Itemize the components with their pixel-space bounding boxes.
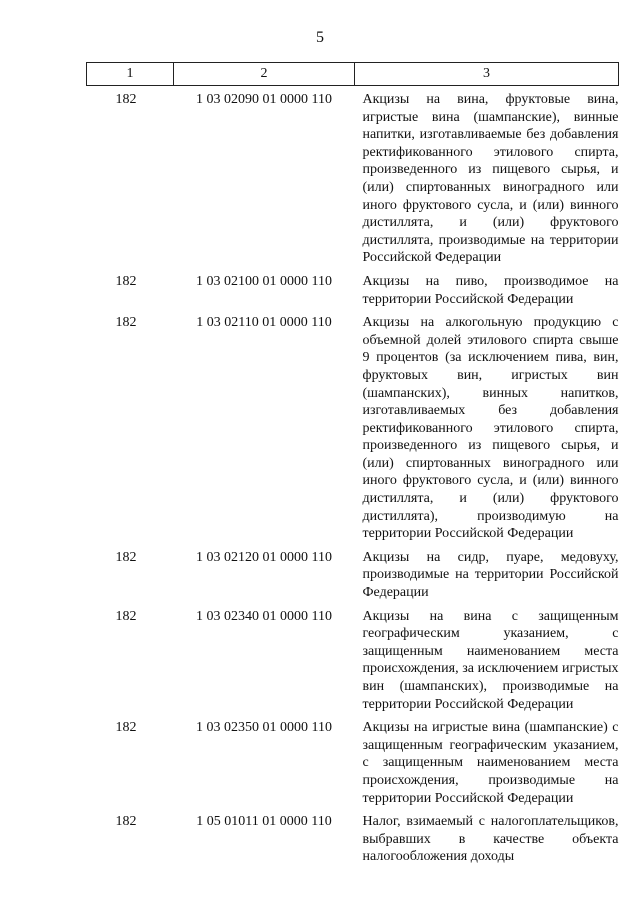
admin-code-cell: 182 bbox=[115, 273, 137, 289]
admin-code-cell: 182 bbox=[115, 92, 137, 107]
classification-code-cell: 1 03 02100 01 0000 110 bbox=[196, 273, 332, 289]
revenue-name-cell: Акцизы на алкогольную продукцию с объемной долей этилового спирта свыше 9 процентов (за исключением пива, вин, фруктовых вин, игристых вин (шампанских), винных напитков, изготавливаемых без добавления ректификованного этилового спирта, произведенного из пищевого сырья, и (или) спиртованных виноградного или иного фруктового сусла, и (или) винного дистиллята, и (или) фруктового дистиллята), производимую на территории Российской Федерации bbox=[362, 315, 619, 542]
revenue-name-cell: Акцизы на игристые вина (шампанские) с защищенным географическим указанием, с защищенным наименованием места происхождения, производимые на территории Российской Федерации bbox=[362, 720, 619, 806]
admin-code-cell: 182 bbox=[115, 315, 137, 331]
classification-code-cell: 1 03 02120 01 0000 110 bbox=[196, 549, 332, 565]
table-row bbox=[87, 86, 619, 273]
column-header-2: 2 bbox=[174, 63, 355, 86]
classification-code-cell: 1 03 02110 01 0000 110 bbox=[196, 315, 332, 331]
column-header-3: 3 bbox=[355, 63, 619, 86]
budget-classification-table bbox=[86, 62, 619, 872]
revenue-name-cell: Акцизы на пиво, производимое на территории Российской Федерации bbox=[362, 273, 619, 307]
table-row bbox=[87, 608, 619, 720]
table-row bbox=[87, 813, 619, 872]
classification-code-cell: 1 05 01011 01 0000 110 bbox=[196, 814, 332, 830]
classification-code-cell: 1 03 02090 01 0000 110 bbox=[196, 92, 332, 107]
table-row bbox=[87, 314, 619, 549]
table-row bbox=[87, 273, 619, 314]
table-row bbox=[87, 549, 619, 608]
classification-code-cell: 1 03 02350 01 0000 110 bbox=[196, 720, 332, 736]
admin-code-cell: 182 bbox=[115, 549, 137, 565]
table-row bbox=[87, 719, 619, 813]
revenue-name-cell: Налог, взимаемый с налогоплательщиков, выбравших в качестве объекта налогообложения доходы bbox=[362, 814, 619, 865]
admin-code-cell: 182 bbox=[115, 608, 137, 624]
table-header-row bbox=[87, 63, 619, 86]
revenue-name-cell: Акцизы на сидр, пуаре, медовуху, производимые на территории Российской Федерации bbox=[362, 549, 619, 601]
admin-code-cell: 182 bbox=[115, 814, 137, 830]
classification-code-cell: 1 03 02340 01 0000 110 bbox=[196, 608, 332, 624]
revenue-name-cell: Акцизы на вина с защищенным географическим указанием, с защищенным наименованием места происхождения, за исключением игристых вин (шампанских), производимые на территории Российской Федерации bbox=[362, 608, 619, 712]
column-header-1: 1 bbox=[87, 63, 174, 86]
page-number: 5 bbox=[316, 29, 324, 46]
revenue-name-cell: Акцизы на вина, фруктовые вина, игристые вина (шампанские), винные напитки, изготавливаемые без добавления ректификованного этилового спирта, произведенного из пищевого сырья, и (или) спиртованных виноградного или иного фруктового сусла, и (или) винного дистиллята, и (или) фруктового дистиллята, производимые на территории Российской Федерации bbox=[362, 92, 619, 266]
admin-code-cell: 182 bbox=[115, 720, 137, 736]
